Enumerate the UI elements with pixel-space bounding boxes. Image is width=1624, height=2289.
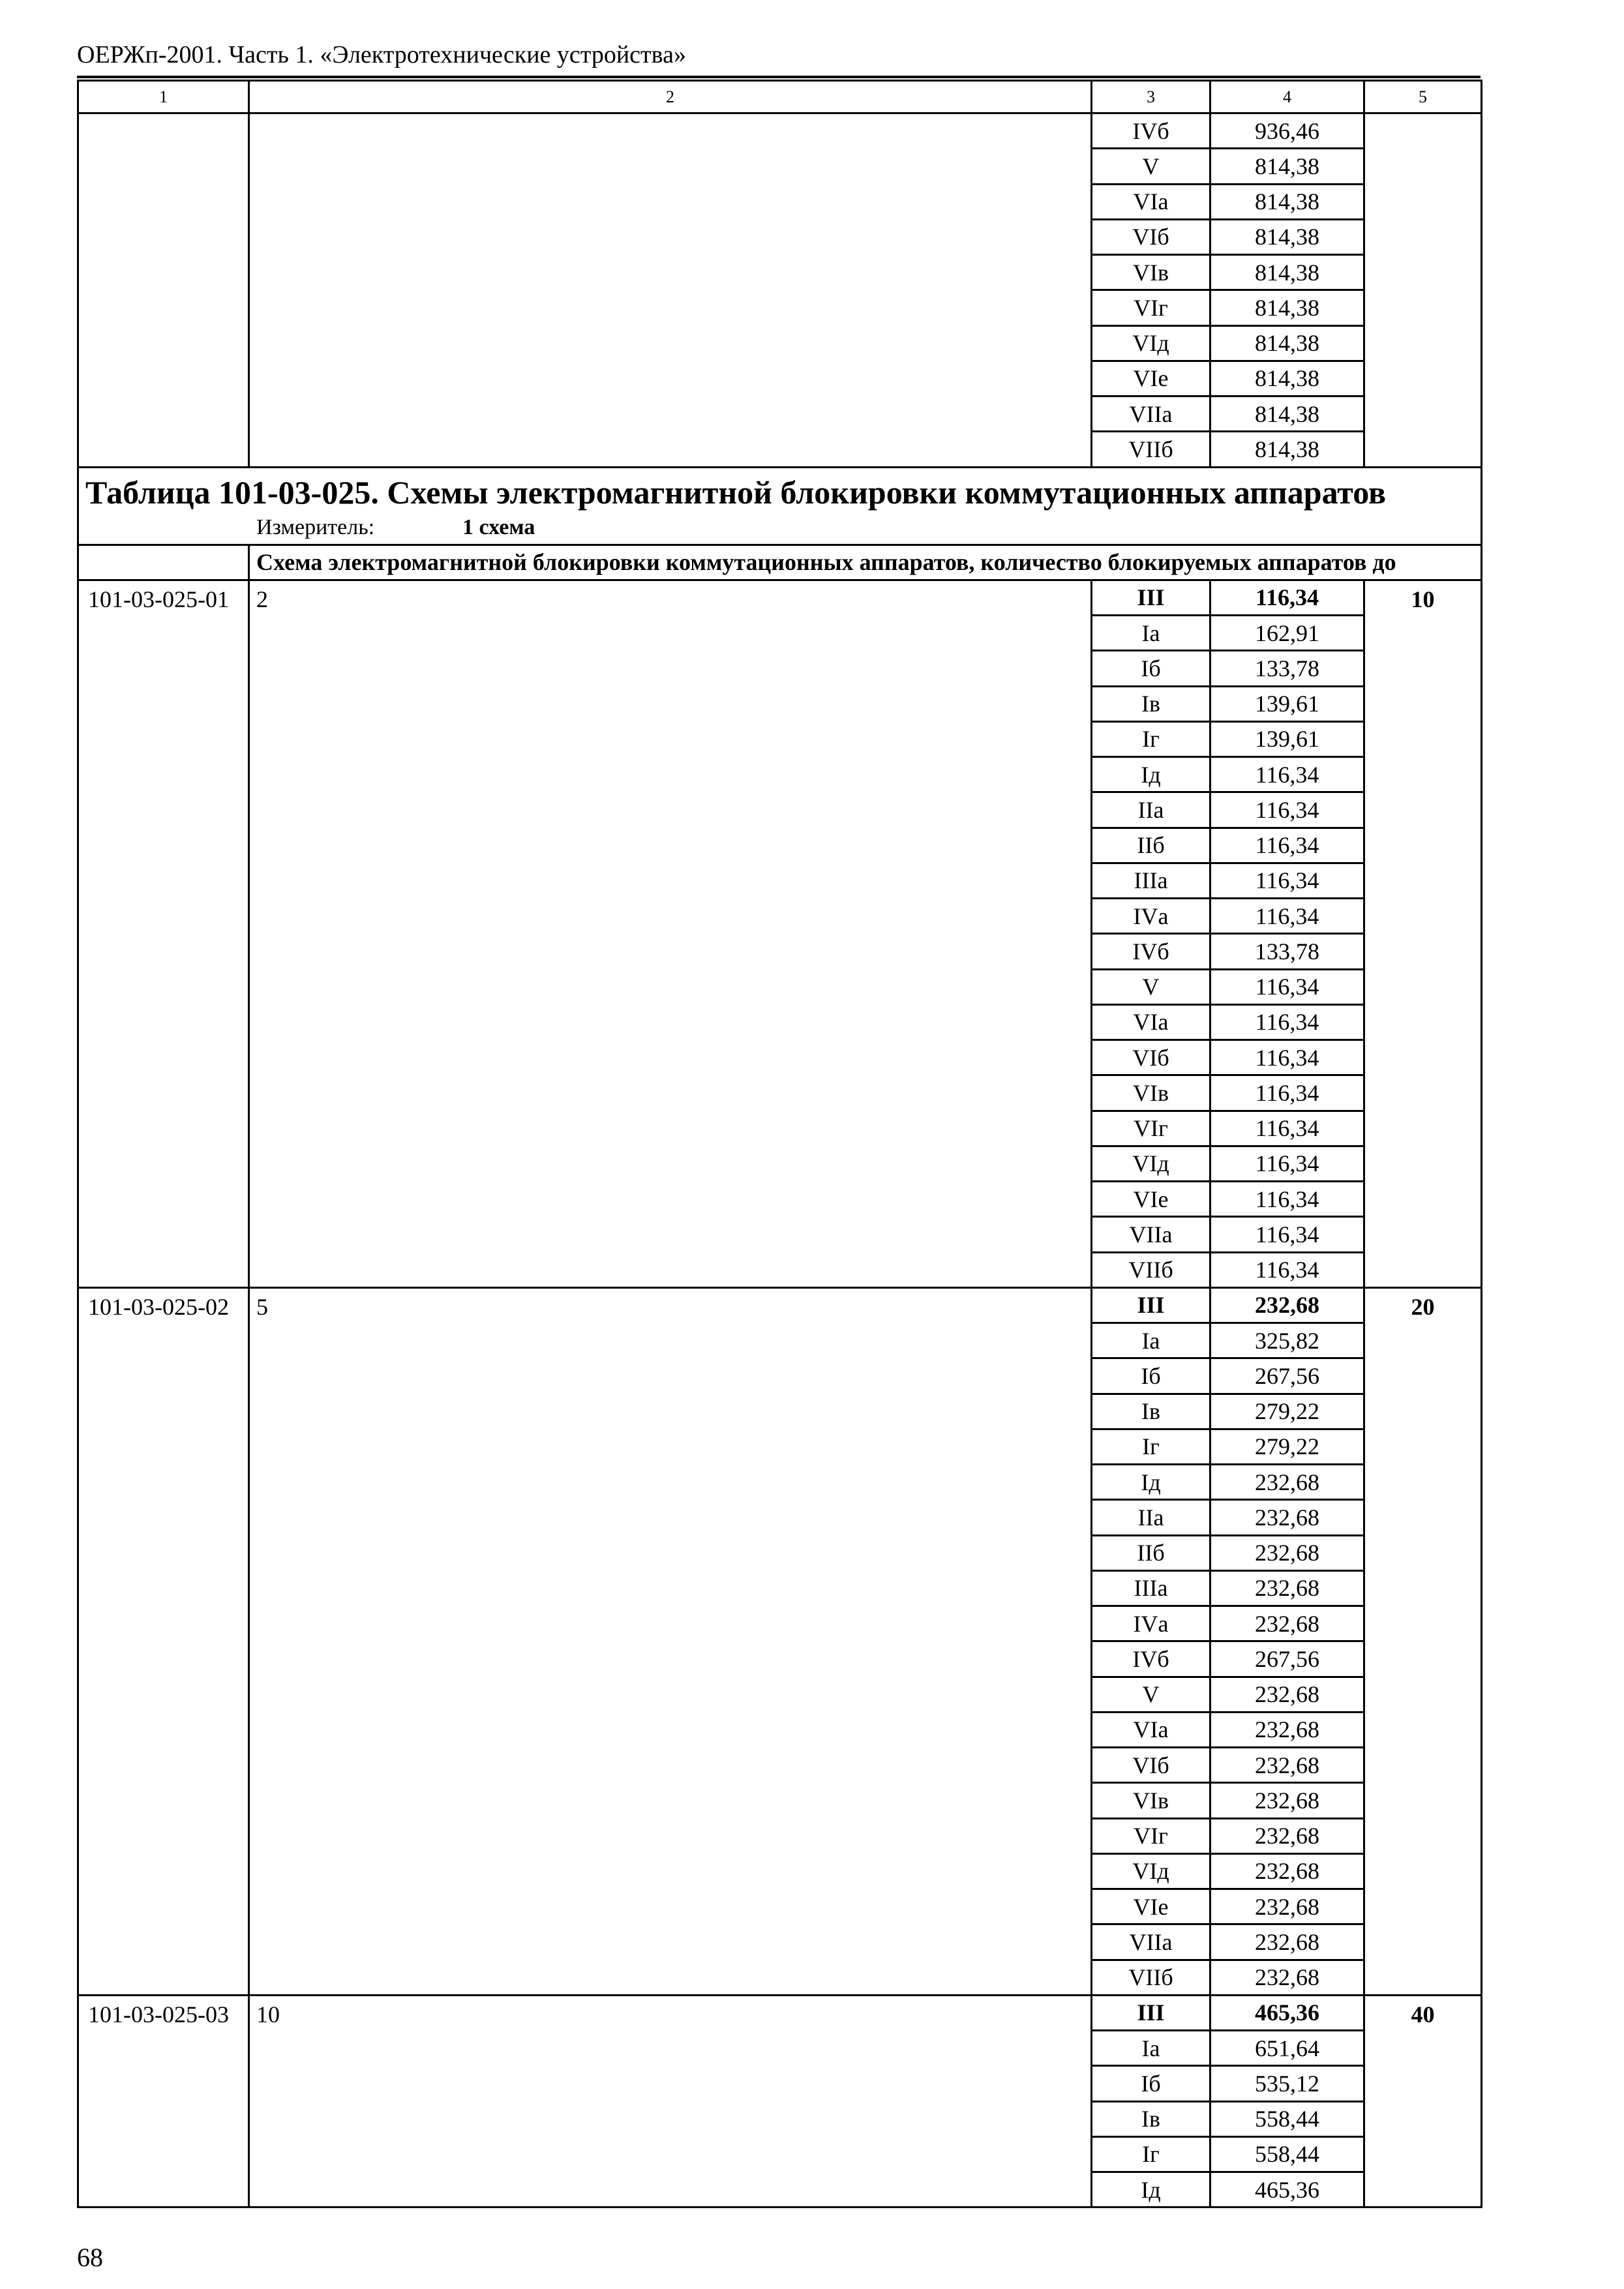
item-name: 10: [249, 1995, 1092, 2207]
price-cell: 116,34: [1210, 757, 1364, 792]
zone-cell: Iб: [1092, 651, 1210, 686]
zone-cell: III: [1092, 1995, 1210, 2030]
zone-cell: Iб: [1092, 1358, 1210, 1394]
zone-cell: VIг: [1092, 1111, 1210, 1146]
zone-cell: IIа: [1092, 1500, 1210, 1535]
price-cell: 139,61: [1210, 721, 1364, 756]
table-subtitle: Схема электромагнитной блокировки коммутационных аппаратов, количество блокируемых аппаратов до: [249, 545, 1482, 580]
zone-cell: Iв: [1092, 1394, 1210, 1429]
column-number: 4: [1210, 81, 1364, 113]
price-cell: 814,38: [1210, 184, 1364, 219]
table-title-cell: [78, 467, 1482, 545]
price-cell: 232,68: [1210, 1924, 1364, 1960]
zone-cell: V: [1092, 1677, 1210, 1712]
zone-cell: VIб: [1092, 1040, 1210, 1075]
price-cell: 116,34: [1210, 899, 1364, 934]
page-number: 68: [77, 2243, 103, 2272]
price-cell: 116,34: [1210, 1004, 1364, 1040]
zone-cell: VIIа: [1092, 1217, 1210, 1252]
zone-cell: Iг: [1092, 721, 1210, 756]
group-head-row: [78, 1287, 1482, 1323]
price-cell: 116,34: [1210, 863, 1364, 898]
zone-cell: VIа: [1092, 184, 1210, 219]
col5-value: 20: [1364, 1287, 1482, 1995]
zone-cell: IIа: [1092, 792, 1210, 828]
price-cell: 116,34: [1210, 792, 1364, 828]
price-cell: 651,64: [1210, 2031, 1364, 2066]
col5-cell-empty: [1364, 113, 1482, 468]
zone-cell: VIIб: [1092, 432, 1210, 467]
zone-cell: Iд: [1092, 2172, 1210, 2207]
col5-value: 40: [1364, 1995, 1482, 2207]
zone-cell: IIIа: [1092, 1570, 1210, 1606]
subtitle-code-cell-empty: [78, 545, 249, 580]
price-cell: 558,44: [1210, 2101, 1364, 2136]
zone-cell: IIб: [1092, 1535, 1210, 1570]
zone-cell: VIа: [1092, 1712, 1210, 1747]
price-cell: 814,38: [1210, 361, 1364, 396]
zone-cell: IVб: [1092, 934, 1210, 969]
zone-cell: III: [1092, 580, 1210, 615]
group-head-row: [78, 580, 1482, 615]
price-cell: 232,68: [1210, 1712, 1364, 1747]
zone-cell: Iа: [1092, 1323, 1210, 1358]
price-cell: 814,38: [1210, 290, 1364, 325]
price-cell: 116,34: [1210, 1252, 1364, 1287]
price-cell: 232,68: [1210, 1500, 1364, 1535]
zone-cell: VIе: [1092, 1889, 1210, 1924]
table-subtitle-row: [78, 545, 1482, 580]
price-cell: 133,78: [1210, 934, 1364, 969]
price-cell: 465,36: [1210, 2172, 1364, 2207]
zone-cell: VIIб: [1092, 1252, 1210, 1287]
zone-cell: Iв: [1092, 2101, 1210, 2136]
price-cell: 232,68: [1210, 1783, 1364, 1818]
item-name: 5: [249, 1287, 1092, 1995]
column-number: 5: [1364, 81, 1482, 113]
price-cell: 116,34: [1210, 1111, 1364, 1146]
zone-cell: VIе: [1092, 1182, 1210, 1217]
price-cell: 116,34: [1210, 1146, 1364, 1181]
price-cell: 116,34: [1210, 1075, 1364, 1111]
table-title-row: [78, 467, 1482, 545]
item-code: 101-03-025-02: [78, 1287, 249, 1995]
group-head-row: [78, 1995, 1482, 2030]
zone-cell: Iб: [1092, 2066, 1210, 2101]
zone-cell: IVб: [1092, 113, 1210, 149]
column-number: 1: [78, 81, 249, 113]
table-title: Таблица 101-03-025. Схемы электромагнитной блокировки коммутационных аппаратов: [85, 473, 1386, 511]
price-cell: 116,34: [1210, 580, 1364, 615]
zone-cell: VIIа: [1092, 396, 1210, 432]
zone-cell: Iд: [1092, 1465, 1210, 1500]
item-name: 2: [249, 580, 1092, 1287]
code-cell-empty: [78, 113, 249, 468]
price-cell: 116,34: [1210, 1217, 1364, 1252]
column-number: 2: [249, 81, 1092, 113]
price-cell: 116,34: [1210, 1182, 1364, 1217]
zone-cell: VIIа: [1092, 1924, 1210, 1960]
item-code: 101-03-025-01: [78, 580, 249, 1287]
price-cell: 232,68: [1210, 1570, 1364, 1606]
price-cell: 936,46: [1210, 113, 1364, 149]
zone-cell: IVб: [1092, 1641, 1210, 1677]
price-cell: 116,34: [1210, 969, 1364, 1004]
header-rule: [77, 76, 1481, 78]
price-cell: 535,12: [1210, 2066, 1364, 2101]
zone-cell: VIв: [1092, 1075, 1210, 1111]
price-cell: 162,91: [1210, 616, 1364, 651]
price-table: [77, 80, 1482, 2208]
zone-cell: VIа: [1092, 1004, 1210, 1040]
zone-cell: VIIб: [1092, 1960, 1210, 1995]
zone-cell: III: [1092, 1287, 1210, 1323]
price-cell: 116,34: [1210, 1040, 1364, 1075]
price-cell: 133,78: [1210, 651, 1364, 686]
zone-cell: VIг: [1092, 1818, 1210, 1853]
price-cell: 116,34: [1210, 828, 1364, 863]
price-table-body: [78, 81, 1482, 2207]
zone-cell: VIд: [1092, 1146, 1210, 1181]
price-cell: 232,68: [1210, 1853, 1364, 1889]
measure-label: Измеритель:: [256, 515, 375, 539]
running-title: ОЕРЖп-2001. Часть 1. «Электротехнические устройства»: [77, 41, 686, 68]
zone-cell: VIб: [1092, 219, 1210, 254]
price-cell: 279,22: [1210, 1394, 1364, 1429]
zone-cell: VIг: [1092, 290, 1210, 325]
zone-cell: IVа: [1092, 899, 1210, 934]
price-cell: 232,68: [1210, 1606, 1364, 1641]
zone-cell: Iг: [1092, 1429, 1210, 1464]
table-row: [78, 113, 1482, 149]
price-cell: 267,56: [1210, 1358, 1364, 1394]
column-number: 3: [1092, 81, 1210, 113]
zone-cell: Iв: [1092, 686, 1210, 721]
zone-cell: VIд: [1092, 1853, 1210, 1889]
zone-cell: VIд: [1092, 325, 1210, 361]
price-cell: 325,82: [1210, 1323, 1364, 1358]
price-cell: 232,68: [1210, 1818, 1364, 1853]
name-cell-empty: [249, 113, 1092, 468]
price-cell: 232,68: [1210, 1535, 1364, 1570]
zone-cell: VIв: [1092, 255, 1210, 290]
price-cell: 558,44: [1210, 2136, 1364, 2172]
measure-value: 1 схема: [462, 515, 535, 539]
price-cell: 465,36: [1210, 1995, 1364, 2030]
zone-cell: VIе: [1092, 361, 1210, 396]
col5-value: 10: [1364, 580, 1482, 1287]
price-cell: 814,38: [1210, 255, 1364, 290]
zone-cell: VIб: [1092, 1748, 1210, 1783]
price-cell: 279,22: [1210, 1429, 1364, 1464]
price-cell: 232,68: [1210, 1287, 1364, 1323]
zone-cell: Iд: [1092, 757, 1210, 792]
price-cell: 814,38: [1210, 325, 1364, 361]
price-cell: 139,61: [1210, 686, 1364, 721]
price-cell: 232,68: [1210, 1748, 1364, 1783]
zone-cell: IIIа: [1092, 863, 1210, 898]
zone-cell: IIб: [1092, 828, 1210, 863]
zone-cell: V: [1092, 969, 1210, 1004]
price-cell: 232,68: [1210, 1465, 1364, 1500]
price-cell: 814,38: [1210, 396, 1364, 432]
zone-cell: Iа: [1092, 616, 1210, 651]
price-cell: 232,68: [1210, 1677, 1364, 1712]
price-cell: 267,56: [1210, 1641, 1364, 1677]
price-cell: 814,38: [1210, 219, 1364, 254]
zone-cell: VIв: [1092, 1783, 1210, 1818]
zone-cell: Iа: [1092, 2031, 1210, 2066]
item-code: 101-03-025-03: [78, 1995, 249, 2207]
measure-row: [85, 514, 1481, 541]
zone-cell: V: [1092, 149, 1210, 184]
price-cell: 814,38: [1210, 149, 1364, 184]
price-cell: 232,68: [1210, 1889, 1364, 1924]
price-cell: 232,68: [1210, 1960, 1364, 1995]
zone-cell: Iг: [1092, 2136, 1210, 2172]
column-number-row: [78, 81, 1482, 113]
zone-cell: IVа: [1092, 1606, 1210, 1641]
price-cell: 814,38: [1210, 432, 1364, 467]
